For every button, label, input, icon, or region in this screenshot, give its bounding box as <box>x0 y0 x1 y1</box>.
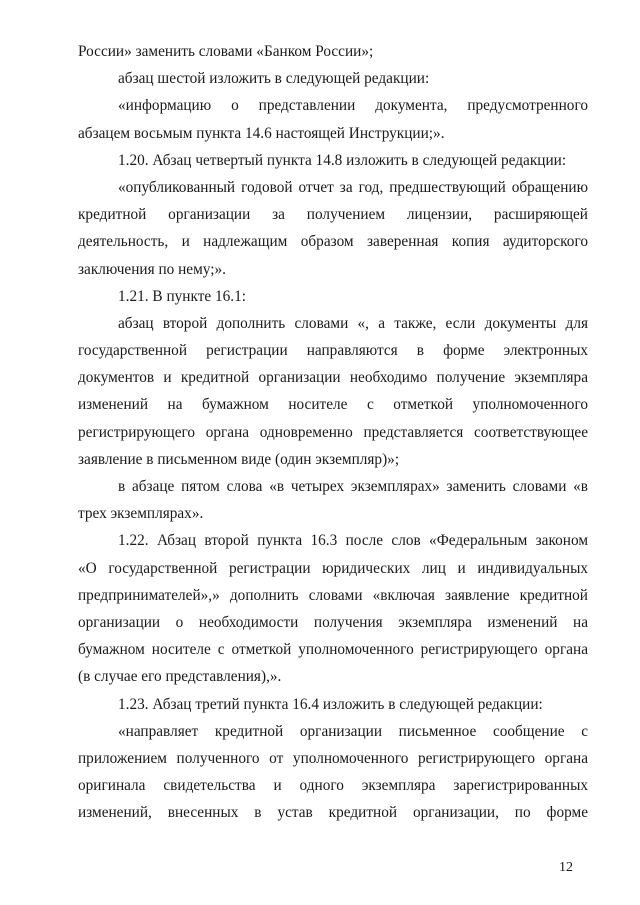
text-line: изменений на бумажном носителе с отметкой уполномоченного <box>78 396 588 414</box>
text-line: деятельность, и надлежащим образом заверенная копия аудиторского <box>78 233 588 251</box>
text-line: абзацем восьмым пункта 14.6 настоящей Инструкции;». <box>78 124 445 142</box>
text-line: предпринимателей»,» дополнить словами «включая заявление кредитной <box>78 586 588 604</box>
text-line: кредитной организации за получением лицензии, расширяющей <box>78 206 588 224</box>
text-line: документов и кредитной организации необходимо получение экземпляра <box>78 369 588 387</box>
text-line: государственной регистрации направляются в форме электронных <box>78 342 588 360</box>
text-line: «опубликованный годовой отчет за год, предшествующий обращению <box>118 178 588 196</box>
page-number: 12 <box>559 860 573 875</box>
text-line: (в случае его представления),». <box>78 668 282 686</box>
text-line: оригинала свидетельства и одного экземпляра зарегистрированных <box>78 777 588 795</box>
text-line: «информацию о представлении документа, предусмотренного <box>118 97 588 115</box>
text-line: трех экземплярах». <box>78 505 204 523</box>
text-line: заявление в письменном виде (один экземпляр)»; <box>78 450 400 468</box>
text-line: бумажном носителе с отметкой уполномоченного регистрирующего органа <box>78 641 588 659</box>
text-line: «О государственной регистрации юридических лиц и индивидуальных <box>78 559 588 577</box>
text-line: регистрирующего органа одновременно представляется соответствующее <box>78 423 588 441</box>
text-line: 1.21. В пункте 16.1: <box>118 287 247 305</box>
text-line: в абзаце пятом слова «в четырех экземплярах» заменить словами «в <box>118 478 588 495</box>
text-line: приложением полученного от уполномоченного регистрирующего органа <box>78 749 588 767</box>
body-text <box>78 38 588 826</box>
text-line: 1.20. Абзац четвертый пункта 14.8 изложить в следующей редакции: <box>118 151 567 169</box>
text-line: абзац второй дополнить словами «, а также, если документы для <box>118 314 588 332</box>
text-line: «направляет кредитной организации письменное сообщение с <box>118 722 588 740</box>
text-line: 1.22. Абзац второй пункта 16.3 после слов «Федеральным законом <box>118 532 588 550</box>
text-line: заключения по нему;». <box>78 260 226 278</box>
text-line: организации о необходимости получения экземпляра изменений на <box>78 613 588 631</box>
text-line: абзац шестой изложить в следующей редакции: <box>118 70 430 88</box>
text-line: изменений, внесенных в устав кредитной организации, по форме <box>78 804 588 822</box>
text-line: 1.23. Абзац третий пункта 16.4 изложить в следующей редакции: <box>118 695 543 713</box>
text-line: России» заменить словами «Банком России»; <box>78 43 374 60</box>
